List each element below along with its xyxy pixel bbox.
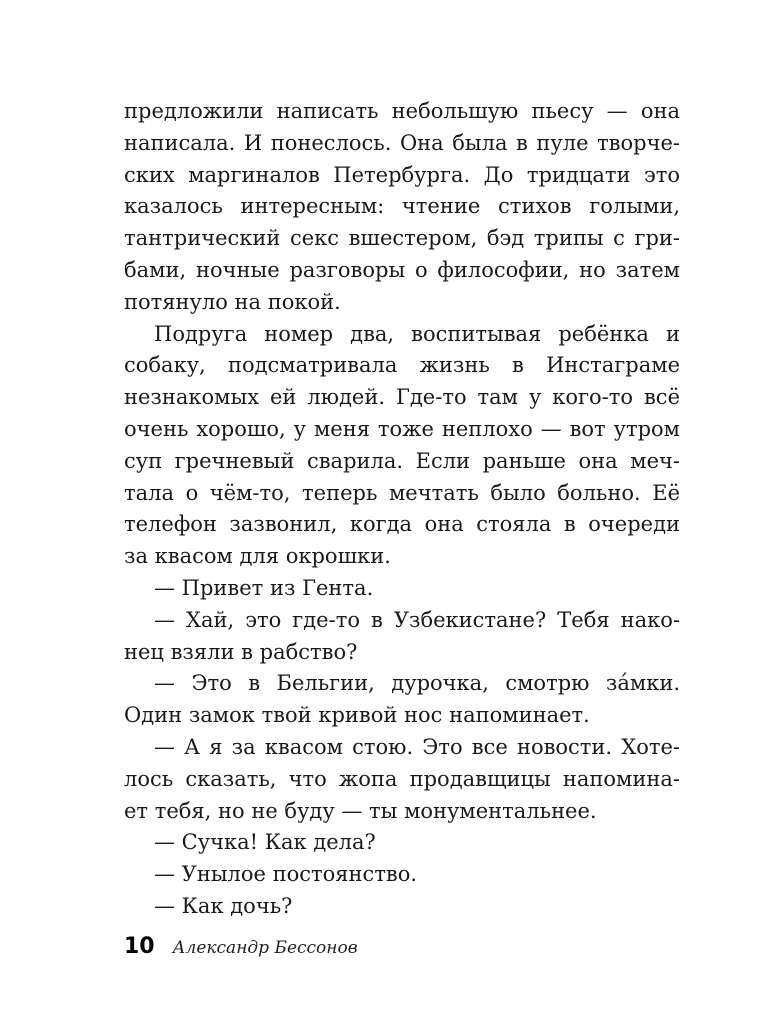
text-line: тантрический секс вшестером, бэд трипы с гри- <box>124 226 680 251</box>
text-line: Подруга номер два, воспитывая ребёнка и <box>154 321 680 346</box>
text-line: — Это в Бельгии, дурочка, смотрю за́мки. <box>154 671 680 696</box>
text-line: — Хай, это где-то в Узбекистане? Тебя нако- <box>154 607 680 632</box>
text-line: потянуло на покой. <box>124 289 341 314</box>
text-line: тала о чём-то, теперь мечтать было больно. Её <box>124 480 680 505</box>
text-line: за квасом для окрошки. <box>124 544 391 569</box>
text-line: суп гречневый сварила. Если раньше она меч- <box>124 448 680 473</box>
text-line: очень хорошо, у меня тоже неплохо — вот утром <box>124 416 680 441</box>
text-line: телефон зазвонил, когда она стояла в очереди <box>124 512 680 537</box>
running-title: Александр Бессонов <box>172 938 358 958</box>
text-line: Один замок твой кривой нос напоминает. <box>124 703 590 728</box>
text-line: — Унылое постоянство. <box>154 862 418 887</box>
text-line: — Как дочь? <box>154 893 293 918</box>
text-line: ет тебя, но не буду — ты монументальнее. <box>124 798 597 823</box>
body-text <box>124 96 680 923</box>
text-line: нец взяли в рабство? <box>124 639 358 664</box>
text-line: — Привет из Гента. <box>154 575 374 600</box>
text-line: написала. И понеслось. Она была в пуле творче- <box>124 130 680 155</box>
text-line: лось сказать, что жопа продавщицы напомина- <box>124 766 680 791</box>
page-footer <box>124 934 358 966</box>
text-line: бами, ночные разговоры о философии, но затем <box>124 257 680 282</box>
text-line: предложили написать небольшую пьесу — она <box>124 99 680 123</box>
text-line: ских маргиналов Петербурга. До тридцати это <box>124 162 680 187</box>
text-line: — Сучка! Как дела? <box>154 830 376 855</box>
text-line: собаку, подсматривала жизнь в Инстаграме <box>124 353 680 378</box>
text-line: — А я за квасом стою. Это все новости. Хоте- <box>154 734 680 759</box>
text-line: казалось интересным: чтение стихов голыми, <box>124 194 680 219</box>
page-number: 10 <box>124 934 155 959</box>
text-line: незнакомых ей людей. Где-то там у кого-то всё <box>124 385 680 410</box>
